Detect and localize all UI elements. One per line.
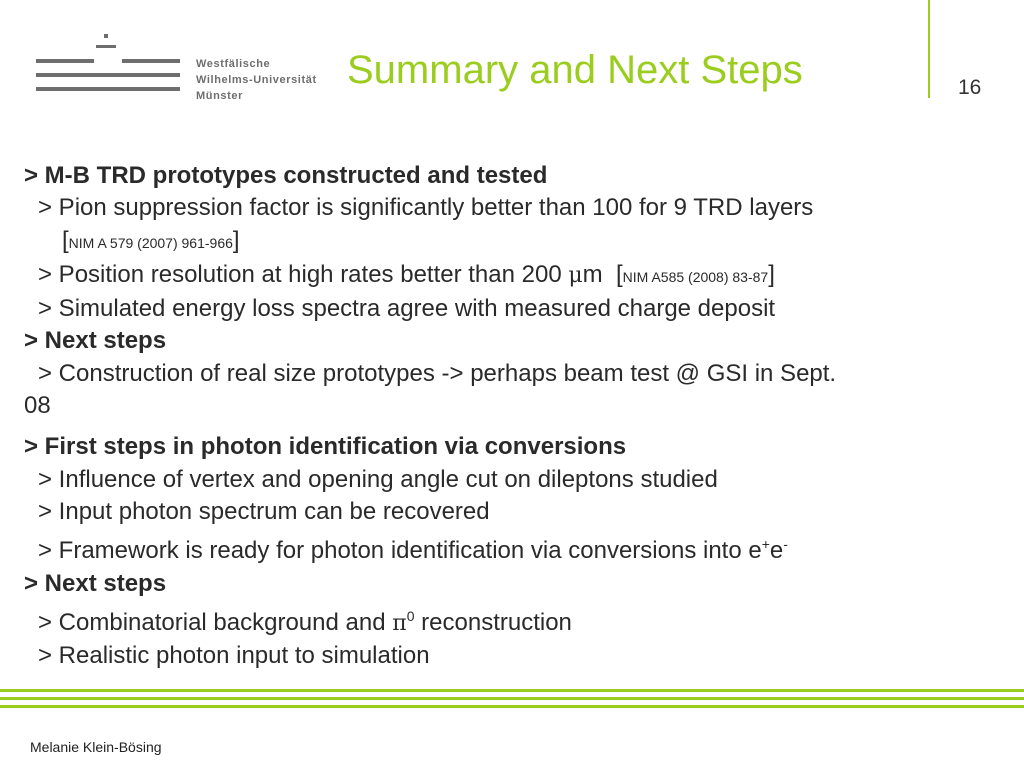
superscript-plus: + xyxy=(761,536,770,553)
bullet-text: > Position resolution at high rates better than 200 xyxy=(38,260,569,288)
university-line: Westfälische xyxy=(196,58,271,70)
bullet-construction-cont: 08 xyxy=(24,392,51,420)
next-steps-heading: > Next steps xyxy=(24,569,167,597)
bullet-combinatorial xyxy=(24,600,1004,640)
bullet-construction: > Construction of real size prototypes -> perhaps beam test @ GSI in Sept. xyxy=(38,359,837,387)
superscript-minus: - xyxy=(783,536,788,553)
university-name xyxy=(196,56,317,104)
bullet-text: > Combinatorial background and xyxy=(38,608,393,636)
slide-title: Summary and Next Steps xyxy=(347,48,803,92)
superscript-zero: 0 xyxy=(406,607,415,624)
university-line: Wilhelms-Universität xyxy=(196,74,317,86)
reference-text: NIM A 579 (2007) 961-966 xyxy=(68,234,233,251)
bullet-influence: > Influence of vertex and opening angle cut on dileptons studied xyxy=(38,465,718,493)
author-name: Melanie Klein-Bösing xyxy=(30,739,162,755)
university-line: Münster xyxy=(196,90,243,102)
bullet-simulated-spectra: > Simulated energy loss spectra agree with measured charge deposit xyxy=(38,295,776,323)
bullet-input-spectrum: > Input photon spectrum can be recovered xyxy=(38,497,490,525)
footer-rule xyxy=(0,705,1024,708)
header-divider xyxy=(928,0,930,98)
footer-rule xyxy=(0,697,1024,700)
bullet-pion-suppression: > Pion suppression factor is significantly better than 100 for 9 TRD layers xyxy=(38,194,814,222)
reference-pion: [NIM A 579 (2007) 961-966] xyxy=(62,226,240,254)
slide-content xyxy=(24,160,1004,672)
pi-symbol: π xyxy=(392,610,407,636)
reference-text: NIM A585 (2008) 83-87 xyxy=(622,268,769,285)
bullet-text: reconstruction xyxy=(414,608,572,636)
bullet-realistic-input: > Realistic photon input to simulation xyxy=(38,642,430,670)
bullet-text: > Framework is ready for photon identification via conversions into e xyxy=(38,537,762,565)
bullet-position-resolution: > Position resolution at high rates better than 200 μm [NIM A585 (2008) 83-87] xyxy=(38,260,775,288)
electron-symbol: e xyxy=(769,537,784,565)
page-number: 16 xyxy=(958,76,982,99)
footer-rule xyxy=(0,689,1024,692)
section-heading: > M-B TRD prototypes constructed and tested xyxy=(24,162,548,189)
section-heading: > First steps in photon identification via conversions xyxy=(24,433,627,461)
mu-symbol: μ xyxy=(568,262,583,288)
bullet-framework xyxy=(24,528,1004,567)
unit-text: m xyxy=(582,260,603,288)
next-steps-heading: > Next steps xyxy=(24,327,167,355)
